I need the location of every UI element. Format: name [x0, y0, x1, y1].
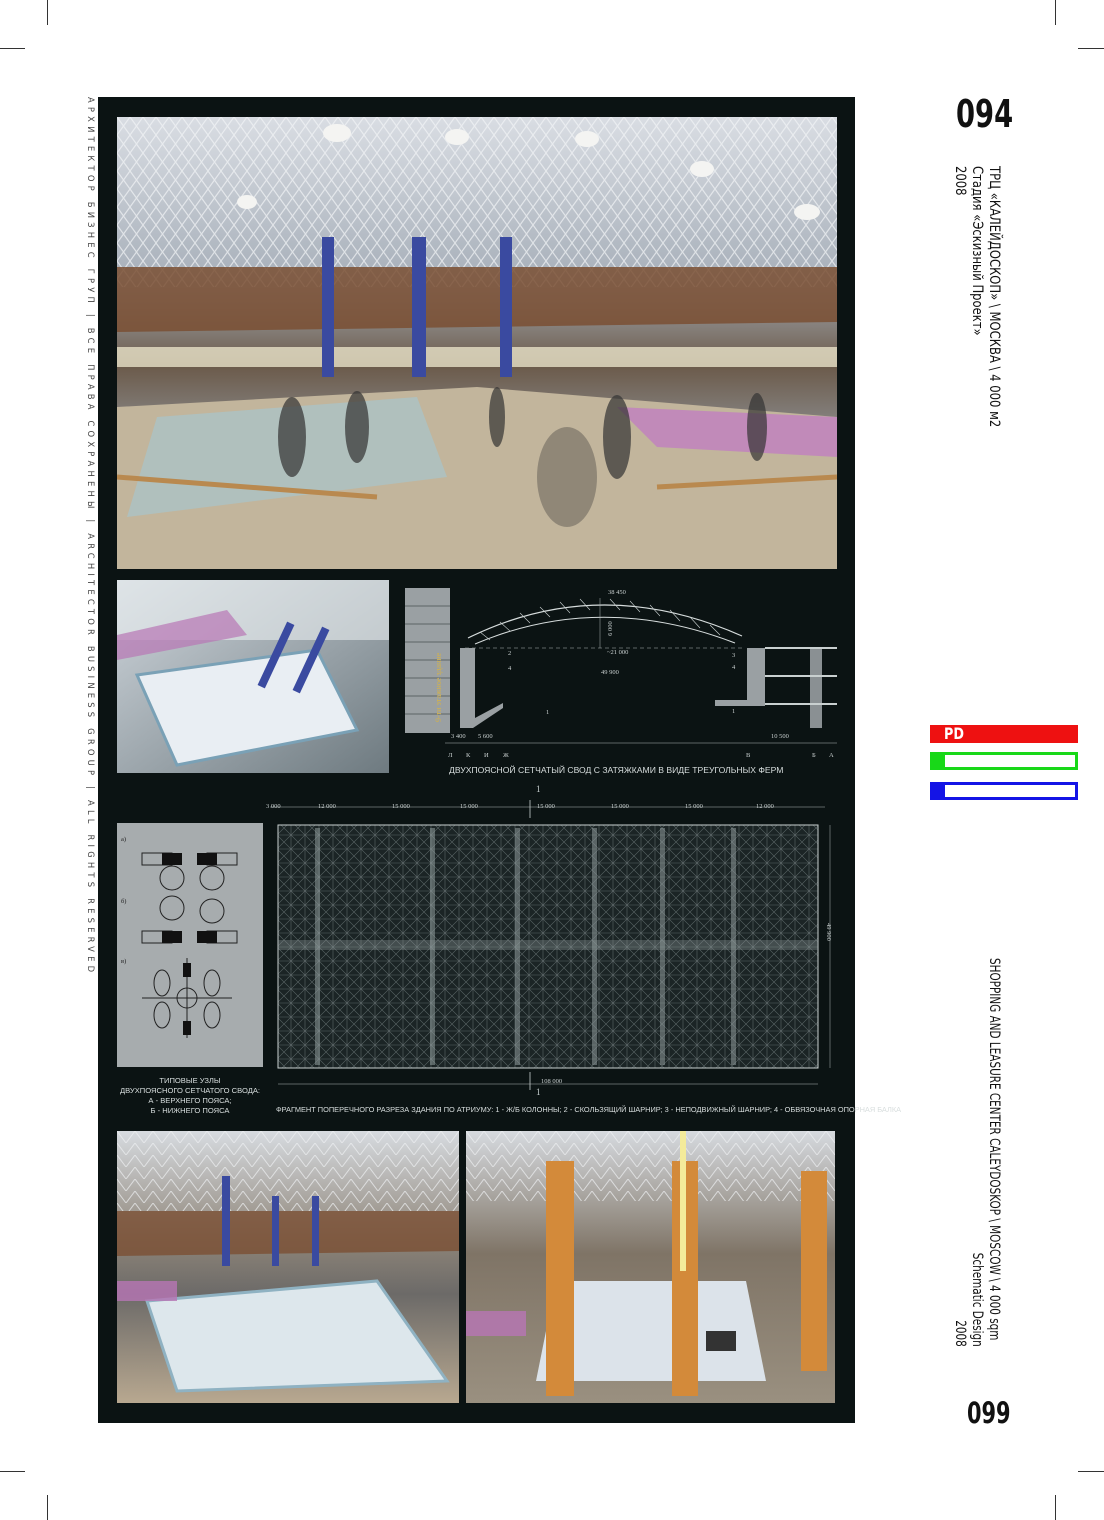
crop-mark — [1055, 1495, 1056, 1520]
render-atrium-main — [117, 117, 837, 569]
crop-mark — [0, 48, 25, 49]
plan-dim: 12 000 — [756, 803, 774, 810]
page-number-top: 094 — [956, 92, 1014, 136]
axis-label: В — [746, 752, 751, 759]
title-en-stage: Schematic Design — [969, 1252, 985, 1347]
axis-label: Б — [812, 752, 816, 759]
plan-dim-bottom: 108 000 — [541, 1078, 563, 1085]
legend-bar-blue-block — [933, 785, 945, 797]
section-mark: 4 — [508, 665, 512, 672]
side-copyright-text: АРХИТЕКТОР БИЗНЕС ГРУП | ВСЕ ПРАВА СОХРАНЕНЫ | ARCHITECTOR BUSINESS GROUP | ALL RIGHTS RESERVED — [86, 97, 96, 977]
crop-mark — [0, 1471, 25, 1472]
legend-bar-blue — [930, 782, 1078, 800]
axis-label: Ж — [503, 752, 509, 759]
crop-mark — [47, 1495, 48, 1520]
section-drawing — [405, 588, 837, 778]
title-en — [951, 958, 1002, 1498]
title-ru-year: 2008 — [952, 166, 968, 196]
legend-bar-green-block — [933, 755, 945, 767]
dim-right: 10 500 — [771, 733, 789, 740]
plan-dim: 12 000 — [318, 803, 336, 810]
dim-left-b: 5 600 — [478, 733, 493, 740]
title-ru — [951, 166, 1002, 493]
node-details — [117, 823, 263, 1067]
render-atrium-columns — [466, 1131, 835, 1403]
nodes-caption-line3: А - ВЕРХНЕГО ПОЯСА; — [148, 1096, 232, 1105]
plan-dim: 3 000 — [266, 803, 281, 810]
axis-label: К — [466, 752, 471, 759]
section-mark: 4 — [732, 664, 736, 671]
building-label: 9-ти этажное здание — [434, 652, 443, 722]
section-mark: 3 — [732, 652, 736, 659]
plan-caption: ФРАГМЕНТ ПОПЕРЕЧНОГО РАЗРЕЗА ЗДАНИЯ ПО АТРИУМУ: 1 - Ж/Б КОЛОННЫ; 2 - СКОЛЬЗЯЩИЙ ШАРНИР; 3 - НЕПОДВИЖНЫЙ ШАРНИР; 4 - ОБВЯЗОЧНАЯ ОПОРНАЯ БАЛКА — [276, 1105, 902, 1114]
title-ru-stage: Стадия «Эскизный Проект» — [969, 166, 985, 336]
plan-grid-drawing — [270, 800, 840, 1090]
dim-left-a: 3 400 — [451, 733, 466, 740]
section-caption: ДВУХПОЯСНОЙ СЕТЧАТЫЙ СВОД С ЗАТЯЖКАМИ В ВИДЕ ТРЕУГОЛЬНЫХ ФЕРМ — [449, 765, 784, 775]
plan-dim: 15 000 — [685, 803, 703, 810]
crop-mark — [1078, 48, 1104, 49]
title-en-name: SHOPPING AND LEASURE CENTER CALEYDOSKOP \ MOSCOW \ 4 000 sqm — [986, 958, 1002, 1341]
node-label-b: б) — [121, 898, 127, 905]
dim-span-top: 38 450 — [608, 589, 626, 596]
axis-label: Л — [448, 752, 453, 759]
plan-dim-side: 49 900 — [825, 923, 832, 941]
nodes-caption-line4: Б - НИЖНЕГО ПОЯСА — [150, 1106, 230, 1115]
dim-rise: 6 000 — [606, 621, 614, 636]
section-mark: 2 — [508, 650, 512, 657]
plan-dim: 15 000 — [611, 803, 629, 810]
crop-mark — [1055, 0, 1056, 25]
section-mark: 1 — [732, 708, 736, 715]
dim-tie: ~21 000 — [607, 649, 629, 656]
title-ru-name: ТРЦ «КАЛЕЙДОСКОП» \ МОСКВА \ 4 000 м2 — [986, 166, 1002, 428]
nodes-caption-line2: ДВУХПОЯСНОГО СЕТЧАТОГО СВОДА: — [119, 1086, 261, 1095]
dim-total: 49 900 — [601, 669, 619, 676]
node-label-c: в) — [121, 958, 127, 965]
plan-section-mark: 1 — [536, 784, 541, 794]
legend-bar-red — [930, 725, 1078, 743]
render-ice-rink-aerial — [117, 580, 389, 773]
axis-label: И — [484, 752, 489, 759]
plan-dim: 15 000 — [460, 803, 478, 810]
plan-section-mark: 1 — [536, 1087, 541, 1097]
title-en-year: 2008 — [952, 1320, 968, 1347]
section-mark: 1 — [546, 709, 550, 716]
legend-bar-green — [930, 752, 1078, 770]
pd-label: PD — [944, 724, 965, 743]
node-label-a: а) — [121, 836, 127, 843]
plan-dim: 15 000 — [392, 803, 410, 810]
plan-dim: 15 000 — [537, 803, 555, 810]
render-rink-perspective — [117, 1131, 459, 1403]
page-number-bottom: 099 — [967, 1396, 1011, 1430]
nodes-caption-line1: ТИПОВЫЕ УЗЛЫ — [159, 1076, 221, 1085]
crop-mark — [47, 0, 48, 25]
crop-mark — [1078, 1471, 1104, 1472]
axis-label: А — [829, 752, 834, 759]
